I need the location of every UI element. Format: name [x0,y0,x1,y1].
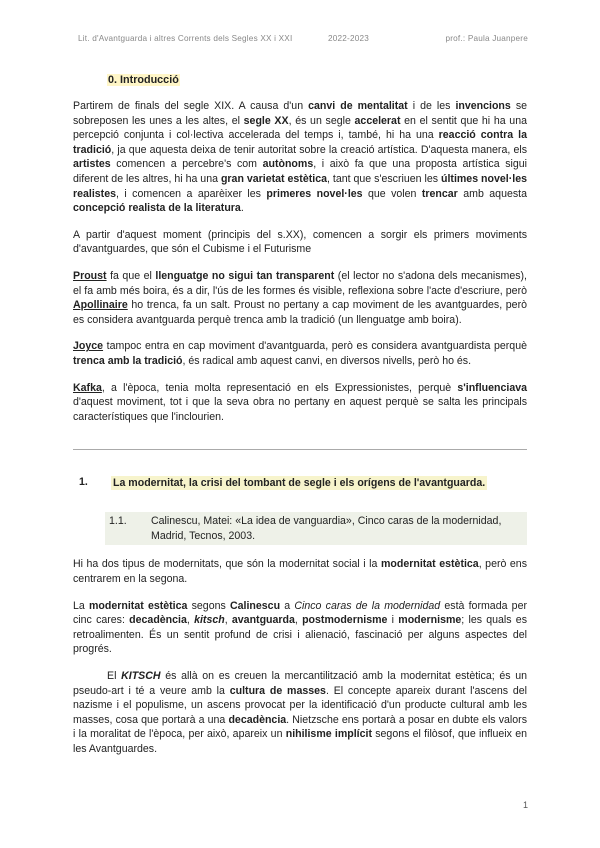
text-run: Kafka [73,381,102,394]
text-run: que volen [362,187,422,200]
text-run: Hi ha dos tipus de modernitats, que són la modernitat social i la [73,558,381,571]
text-run: accelerat [354,114,401,127]
text-run: , i això fa que una proposta artística sigui diferent de les altres, hi ha una [73,158,527,185]
subsection-1-1-heading [105,512,527,545]
section-1-title: La modernitat, la crisi del tombant de segle i els orígens de l'avantguarda. [113,477,486,490]
text-run: segons el filòsof, que influeix en les Avantguardes. [73,728,527,755]
intro-paragraph-2 [73,228,527,257]
text-run: a [280,599,295,612]
text-run: , [294,614,303,627]
section-1-paragraph-2 [73,599,527,657]
text-run: El [107,670,122,683]
text-run: segle XX [243,114,289,127]
text-run: Cinco caras de la modernidad [294,599,441,612]
text-run: ho trenca, fa un salt. Proust no pertany a cap moviment de les avantguardes, però es considera avantguarda perquè trenca amb la tradició (un llenguatge amb boira). [73,299,527,326]
text-run: ; les quals es retroalimenten. És un sentit profund de crisi i alienació, fascinació per alguns aspectes del progrés. [73,614,527,656]
text-run: Apollinaire [73,299,128,312]
text-run: modernitat estètica [380,558,479,571]
text-run: Partirem de finals del segle XIX. A causa d'un [73,100,309,112]
text-run: . Nietzsche ens portarà a posar en dubte els valors i la moralitat de l'època, per això, apareix un [73,713,527,741]
text-run: decadència [228,713,287,726]
intro-paragraph-kafka [73,381,527,425]
text-run: és allà on es creuen la mercantilització amb la modernitat estètica; és un pseudo-art i té a veure amb la [73,670,527,697]
text-run: Calinescu [230,599,281,612]
text-run: trenca amb la tradició [73,354,183,367]
text-run: cultura de masses [229,684,326,697]
text-run: avantguarda [231,614,295,627]
text-run: kitsch [194,614,225,627]
intro-paragraph-1 [73,99,527,216]
text-run: en el sentit que hi ha una percepció conjunta i col·lectiva accelerada del temps i, també, hi ha una [73,114,527,142]
text-run: d'aquest moviment, tot i que la seva obra no pertany en aquest perquè se salta les principals característiques que l'inclourien. [73,396,527,423]
section-divider [73,449,527,450]
text-run: tampoc entra en cap moviment d'avantguarda, però es considera avantguardista perquè [103,340,527,353]
header-professor: prof.: Paula Juanpere [445,34,528,43]
text-run: Proust [73,269,107,282]
intro-paragraph-joyce [73,339,527,368]
text-run: segons [187,599,230,612]
text-run: , tant que s'escriuen les [326,172,441,185]
text-run: decadència [129,614,187,627]
text-run: , a l'època, tenia molta representació en els Expressionistes, perquè [101,381,458,394]
text-run: postmodernisme [302,614,388,627]
text-run: reacció contra la tradició [73,129,527,156]
text-run: gran varietat estètica [220,172,327,185]
section-1-paragraph-kitsch [73,669,527,757]
text-run: , és un segle [288,114,355,127]
text-run: (el lector no s'adona dels mecanismes), el fa amb més boira, és a dir, l'ús de les formes és visible, reflexiona sobre l'acte d'escriure, però [73,269,527,297]
text-run: . [240,202,244,215]
text-run: , però ens centrarem en la segona. [73,558,527,586]
text-run: concepció realista de la literatura [73,202,241,215]
text-run: se sobreposen les unes a les altes, el [73,100,528,127]
text-run: A partir d'aquest moment (principis del s.XX), comencen a sorgir els primers moviments d'avantguardes, que són el Cubisme i el Futurisme [73,228,527,256]
text-run: últimes novel·les realistes [73,172,527,200]
text-run: , [186,614,195,627]
text-run: comencen a percebre's com [110,158,263,171]
subsection-1-1-title: Calinescu, Matei: «La idea de vanguardia», Cinco caras de la modernidad, Madrid, Tecnos, 2003. [151,515,502,542]
text-run: nihilisme implícit [285,728,372,741]
intro-heading: 0. Introducció [108,74,179,86]
section-1-number: 1. [79,476,88,489]
header-year: 2022-2023 [328,34,369,43]
text-run: amb aquesta [457,187,527,200]
document-body [73,70,527,757]
intro-paragraph-proust [73,269,527,327]
text-run: artistes [73,158,111,171]
text-run: canvi de mentalitat [308,100,408,112]
subsection-1-1-number: 1.1. [109,515,127,528]
text-run: trencar [421,187,458,200]
text-run: . El concepte apareix durant l'ascens del nazisme i el populisme, un ascens provocat per la identificació d'un producte cultural amb les masses, cosa que portarà a una [73,684,528,726]
text-run: , és radical amb aquest canvi, en diversos nivells, però ho és. [182,354,472,367]
text-run: fa que el [106,269,156,282]
text-run: , [224,614,232,627]
text-run: està formada per cinc cares: [73,599,527,627]
text-run: modernitat estètica [89,599,188,612]
text-run: invencions [455,100,511,112]
text-run: i [387,614,399,627]
text-run: s'influenciava [457,381,527,394]
text-run: , ja que aquesta deixa de tenir autoritat sobre la creació artística. D'aquesta manera, els [111,143,527,156]
text-run: , i comencen a aparèixer les [116,187,267,200]
text-run: modernisme [398,614,462,627]
section-1-paragraph-1 [73,557,527,586]
text-run: La [73,599,89,612]
text-run: Joyce [73,340,104,353]
text-run: i de les [407,100,456,112]
text-run: llenguatge no sigui tan transparent [155,269,335,282]
page-number: 1 [522,800,528,810]
text-run: KITSCH [121,670,161,683]
text-run: primeres novel·les [266,187,363,200]
page-header [78,34,528,48]
header-course: Lit. d'Avantguarda i altres Corrents dels Segles XX i XXI [78,34,293,43]
text-run: autònoms [262,158,314,171]
section-1-heading [73,476,527,490]
